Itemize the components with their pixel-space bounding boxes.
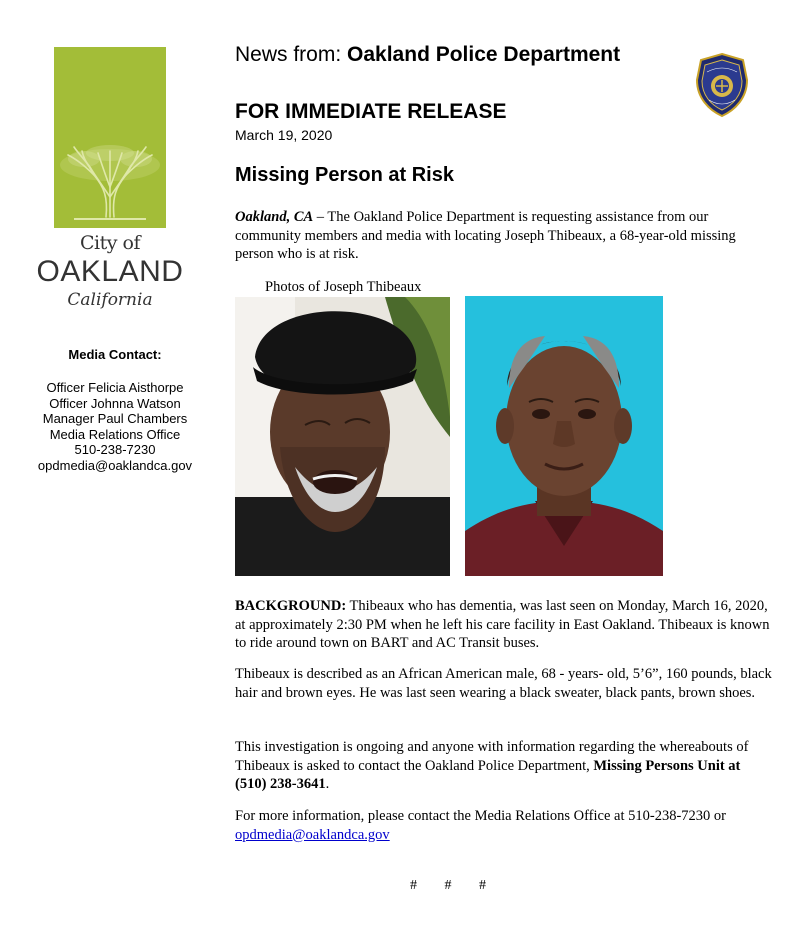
media-contact-name-2: Officer Johnna Watson [49,395,181,411]
oak-tree-icon [54,47,166,228]
dateline: Oakland, CA [235,209,314,225]
photos-caption: Photos of Joseph Thibeaux [265,279,422,295]
description-paragraph: Thibeaux is described as an African American male, 68 - years- old, 5’6”, 160 pounds, black hair and brown eyes. He was last seen wearing a black sweater, black pants, brown shoes. [235,666,772,701]
news-from-label: News from: [235,43,342,66]
end-marks: # # # [410,878,498,893]
police-badge-icon [695,52,749,118]
investigation-text: This investigation is ongoing and anyone with information regarding the whereabouts of Thibeaux is asked to contact the Oakland Police Department, [235,739,749,774]
city-of-oakland-wordmark [30,232,190,310]
media-contact-heading: Media Contact: [68,347,162,362]
opdmedia-email-link[interactable]: opdmedia@oaklandca.gov [235,826,390,843]
media-contact-phone: 510-238-7230 [74,442,156,457]
media-contact-name-3: Manager Paul Chambers [42,411,188,426]
release-date: March 19, 2020 [235,127,333,143]
photo-joseph-thibeaux-2 [465,296,663,576]
background-label: BACKGROUND: [235,598,347,614]
headline: Missing Person at Risk [235,164,454,186]
oakland-tree-logo [54,47,166,228]
news-from-line [235,43,620,67]
media-contact-block [20,346,210,473]
media-contact-office: Media Relations Office [49,426,181,442]
photo-joseph-thibeaux-1 [235,297,450,576]
logo-california: California [67,290,153,310]
background-paragraph [235,597,775,653]
immediate-release-label: FOR IMMEDIATE RELEASE [235,100,507,123]
media-contact-name-1: Officer Felicia Aisthorpe [46,380,184,395]
logo-city-of: City of [80,232,140,254]
media-contact-email: opdmedia@oaklandca.gov [37,457,193,473]
background-text: Thibeaux who has dementia, was last seen on Monday, March 16, 2020, at approximately 2:30 PM when he left his care facility in East Oakland. Thibeaux is known to ride around town on BART and AC Transit buses. [235,598,770,651]
investigation-end: . [325,776,330,792]
intro-paragraph [235,208,775,264]
investigation-paragraph [235,738,775,794]
more-info-text: For more information, please contact the Media Relations Office at 510-238-7230 or [235,808,726,824]
missing-persons-unit: Missing Persons Unit at (510) 238-3641 [235,757,741,792]
logo-oakland: OAKLAND [36,255,184,288]
intro-text: – The Oakland Police Department is requesting assistance from our community members and media with locating Joseph Thibeaux, a 68-year-old missing person who is at risk. [235,209,736,262]
more-info-paragraph [235,807,775,844]
department-name: Oakland Police Department [347,43,621,66]
